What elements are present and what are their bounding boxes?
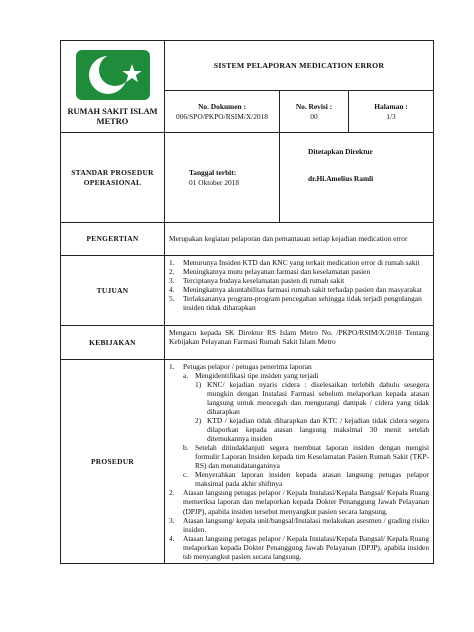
document-title-cell xyxy=(165,41,434,91)
issued-date-value: 01 Oktober 2018 xyxy=(189,177,240,187)
page-label: Halaman : xyxy=(374,102,408,112)
list-item: c. Menyerahkan laporan insiden kepada atasan langsung petugas pelapor maksimal pada akhir shiftnya xyxy=(183,470,430,489)
tujuan-content xyxy=(165,256,434,326)
prosedur-content xyxy=(165,360,434,564)
list-item: 2) KTD / kejadian tidak diharapkan dan KTC / kejadian tidak cidera segera dilaporkan kepada atasan langsung maksimal 30 menit setelah ditemukannya insiden xyxy=(195,416,430,444)
kebijakan-content xyxy=(165,326,434,360)
tujuan-label-cell xyxy=(61,256,165,326)
list-item: 2. Meningkatnya mutu pelayanan farmasi dan keselamatan pasien xyxy=(169,267,371,277)
sop-document xyxy=(60,40,433,561)
prosedur-label: PROSEDUR xyxy=(90,456,135,466)
kebijakan-label: KEBIJAKAN xyxy=(89,337,136,347)
crescent-star-logo-icon xyxy=(74,49,152,101)
document-title: SISTEM PELAPORAN MEDICATION ERROR xyxy=(213,60,385,70)
revision-value: 00 xyxy=(310,111,318,121)
approval-cell xyxy=(280,133,434,223)
revision-cell xyxy=(280,91,349,133)
issued-date-cell xyxy=(165,133,280,223)
list-item: 4. Meningkatnya akuntabilitas farmasi rumah sakit terhadap pasien dan masyarakat xyxy=(169,285,422,295)
list-item: 1. Petugas pelapor / petugas penerima laporan a. Mengidentifikasi tipe insiden yang terjadi 1) KNC/ kejadian nyaris cidera : diselesaikan terlebih dahulu sesegera mungkin dengan Instalasi Farmasi sebelum melaporkan kepada atasan langsung untuk mencegah dan mengurangi dampak / cidera yang tidak diharapkan 2) KTD / kejadian tidak diharapkan dan KTC / kejadian tidak cidera segera dilaporkan kepada atasan langsung maksimal 30 menit setelah ditemukannya insiden b. Setelah ditindaklanjuti segera membuat laporan insiden dengan mengisi formulir Laporan Insiden kepada tim Keselamatan Pasien Rumah Sakit (TKP-RS) dan menandatanganinya c. Menyerahkan laporan insiden kepada atasan langsung petugas pelapor maksimal pada akhir shiftnya xyxy=(169,362,430,489)
list-item: 2. Atasan langsung petugas pelapor / Kepala Instalasi/Kepala Bangsal/ Kepala Ruang memeriksa laporan dan melaporkan kepada Dokter Penanggung Jawab Pelayanan (DPJP), apabila insiden tersebut menyangkut pasien secara langsung. xyxy=(169,488,430,516)
prosedur-list xyxy=(169,362,429,561)
pengertian-text: Merupakan kegiatan pelaporan dan pemantauan setiap kejadian medication error xyxy=(169,234,408,244)
doc-number-value: 006/SPO/PKPO/RSIM/X/2018 xyxy=(176,111,268,121)
list-item: 4. Atasan langsung petugas pelapor / Kepala Instalasi/Kepala Bangsal/ Kepala Ruang melaporkan kepada Dokter Penanggung Jawab Pelayanan (DPJP), apabila insiden tsb menyangkut pasien secara langsung. xyxy=(169,533,430,561)
prosedur-label-cell xyxy=(61,360,165,564)
hospital-name: RUMAH SAKIT ISLAM METRO xyxy=(67,106,158,126)
prosedur-sublist xyxy=(183,371,429,488)
prosedur-subsublist xyxy=(195,380,429,443)
pengertian-label: PENGERTIAN xyxy=(86,234,139,244)
page-cell xyxy=(349,91,434,133)
list-item: a. Mengidentifikasi tipe insiden yang terjadi 1) KNC/ kejadian nyaris cidera : diselesaikan terlebih dahulu sesegera mungkin dengan Instalasi Farmasi sebelum melaporkan kepada atasan langsung untuk mencegah dan mengurangi dampak / cidera yang tidak diharapkan 2) KTD / kejadian tidak diharapkan dan KTC / kejadian tidak cidera segera dilaporkan kepada atasan langsung maksimal 30 menit setelah ditemukannya insiden xyxy=(183,371,430,444)
list-item: 1. Menurunya Insiden KTD dan KNC yang terkait medication error di rumah sakit xyxy=(169,258,420,267)
kebijakan-label-cell xyxy=(61,326,165,360)
doc-number-cell xyxy=(165,91,280,133)
list-item: 5. Terlaksananya program-program pencegahan sehingga tidak terjadi pengulangan insiden tidak diharapkan xyxy=(169,294,422,313)
sop-label: STANDAR PROSEDUR OPERASIONAL xyxy=(71,168,154,187)
tujuan-list xyxy=(169,258,429,312)
approver-name: dr.Hi.Amelius Ramli xyxy=(308,174,374,184)
hospital-logo-cell xyxy=(61,41,165,133)
sop-label-cell xyxy=(61,133,165,223)
doc-number-label: No. Dokumen : xyxy=(198,102,246,112)
issued-date-label: Tanggal terbit: xyxy=(189,168,237,178)
kebijakan-text: Mengacu kepada SK Direktur RS Islam Metro No. /PKPO/RSIM/X/2018 Tentang Kebijakan Pelayanan Farmasi Rumah Sakit Islam Metro xyxy=(169,328,430,347)
list-item: 3. Atasan langsung/ kepala unit/bangsal/Instalasi melakukan asesmen / grading risiko insiden. xyxy=(169,515,430,534)
approved-by-label: Ditetapkan Direktur xyxy=(308,147,373,156)
tujuan-label: TUJUAN xyxy=(96,285,129,295)
page-value: 1/3 xyxy=(386,111,396,121)
list-item: 1) KNC/ kejadian nyaris cidera : diselesaikan terlebih dahulu sesegera mungkin dengan Instalasi Farmasi sebelum melaporkan kepada atasan langsung untuk mencegah dan mengurangi dampak / cidera yang tidak diharapkan xyxy=(195,380,430,417)
sop-table xyxy=(60,40,434,564)
pengertian-content xyxy=(165,223,434,256)
pengertian-label-cell xyxy=(61,223,165,256)
revision-label: No. Revisi : xyxy=(295,102,333,112)
list-item: b. Setelah ditindaklanjuti segera membuat laporan insiden dengan mengisi formulir Laporan Insiden kepada tim Keselamatan Pasien Rumah Sakit (TKP-RS) dan menandatanganinya xyxy=(183,443,430,471)
list-item: 3. Terciptanya budaya keselamatan pasien di rumah sakit xyxy=(169,276,345,286)
